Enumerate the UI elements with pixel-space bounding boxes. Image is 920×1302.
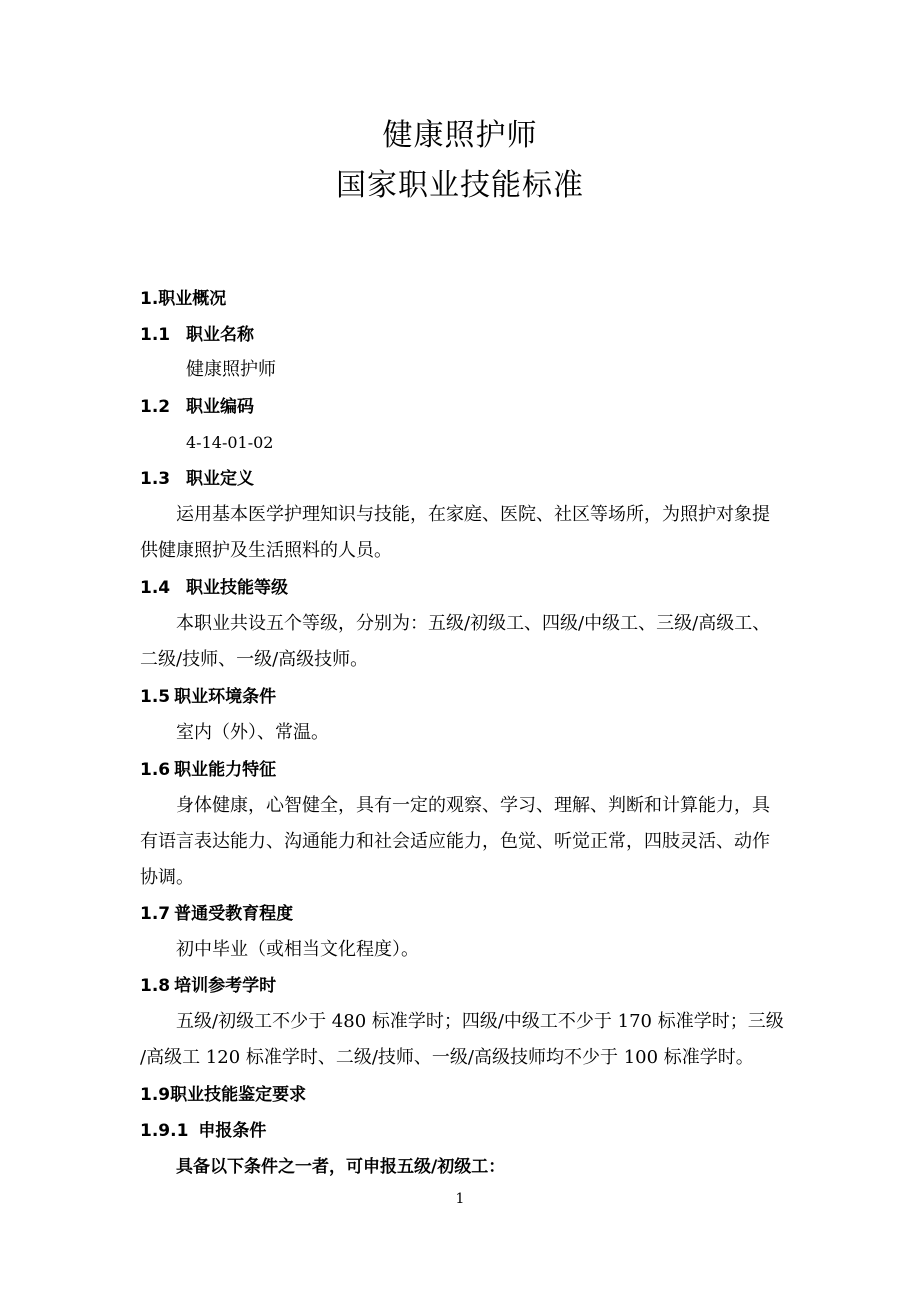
section-label: 职业环境条件 (174, 687, 277, 707)
section-heading-1-6 (140, 758, 276, 782)
section-label: 职业能力特征 (174, 760, 277, 780)
section-content-1-2: 4-14-01-02 (186, 433, 274, 452)
section-number: 1.1 (140, 325, 171, 345)
section-label: 职业编码 (186, 397, 254, 417)
section-number: 1.8 (140, 976, 171, 996)
section-content-1-3-line1: 运用基本医学护理知识与技能，在家庭、医院、社区等场所，为照护对象提 (176, 504, 770, 525)
section-content-1-6-line1: 身体健康，心智健全，具有一定的观察、学习、理解、判断和计算能力，具 (176, 795, 770, 816)
section-content-1-6-line3: 协调。 (140, 867, 194, 888)
section-number: 1.7 (140, 904, 171, 924)
section-heading-1-7 (140, 902, 293, 926)
section-content-1-4-line1: 本职业共设五个等级，分别为：五级/初级工、四级/中级工、三级/高级工、 (176, 613, 771, 634)
section-number: 1.6 (140, 760, 171, 780)
section-content-1-1: 健康照护师 (186, 359, 276, 380)
section-heading-1-1 (140, 323, 254, 347)
section-heading-1-3 (140, 467, 254, 491)
section-heading-1-9: 1.9职业技能鉴定要求 (140, 1085, 307, 1105)
section-heading-1-9-1 (140, 1119, 266, 1143)
document-title-line2: 国家职业技能标准 (336, 168, 584, 203)
section-label: 职业定义 (186, 469, 254, 489)
document-title-line1: 健康照护师 (382, 118, 538, 153)
section-heading-1: 1.职业概况 (140, 289, 227, 309)
section-label: 普通受教育程度 (174, 904, 294, 924)
section-label: 职业技能等级 (186, 578, 288, 598)
section-content-1-6-line2: 有语言表达能力、沟通能力和社会适应能力，色觉、听觉正常，四肢灵活、动作 (140, 831, 770, 852)
section-number: 1.5 (140, 687, 171, 707)
section-number: 1.3 (140, 469, 171, 489)
section-content-1-8-line1: 五级/初级工不少于 480 标准学时；四级/中级工不少于 170 标准学时；三级 (176, 1011, 784, 1032)
section-heading-1-8 (140, 974, 276, 998)
section-label: 职业名称 (186, 325, 254, 345)
section-content-1-8-line2: /高级工 120 标准学时、二级/技师、一级/高级技师均不少于 100 标准学时。 (140, 1047, 754, 1068)
section-label: 申报条件 (198, 1121, 267, 1141)
section-number: 1.9.1 (140, 1121, 189, 1141)
section-content-1-3-line2: 供健康照护及生活照料的人员。 (140, 540, 392, 561)
section-content-1-5: 室内（外）、常温。 (176, 722, 329, 743)
section-heading-1-2 (140, 395, 254, 419)
section-label: 培训参考学时 (174, 976, 277, 996)
section-number: 1.2 (140, 397, 171, 417)
section-heading-1-4 (140, 576, 288, 600)
section-number: 1.4 (140, 578, 171, 598)
section-content-1-7: 初中毕业（或相当文化程度）。 (176, 939, 419, 960)
section-heading-1-5 (140, 685, 276, 709)
section-content-1-4-line2: 二级/技师、一级/高级技师。 (140, 649, 369, 670)
section-content-1-9-1: 具备以下条件之一者，可申报五级/初级工： (176, 1157, 506, 1177)
page-number: 1 (455, 1191, 465, 1207)
